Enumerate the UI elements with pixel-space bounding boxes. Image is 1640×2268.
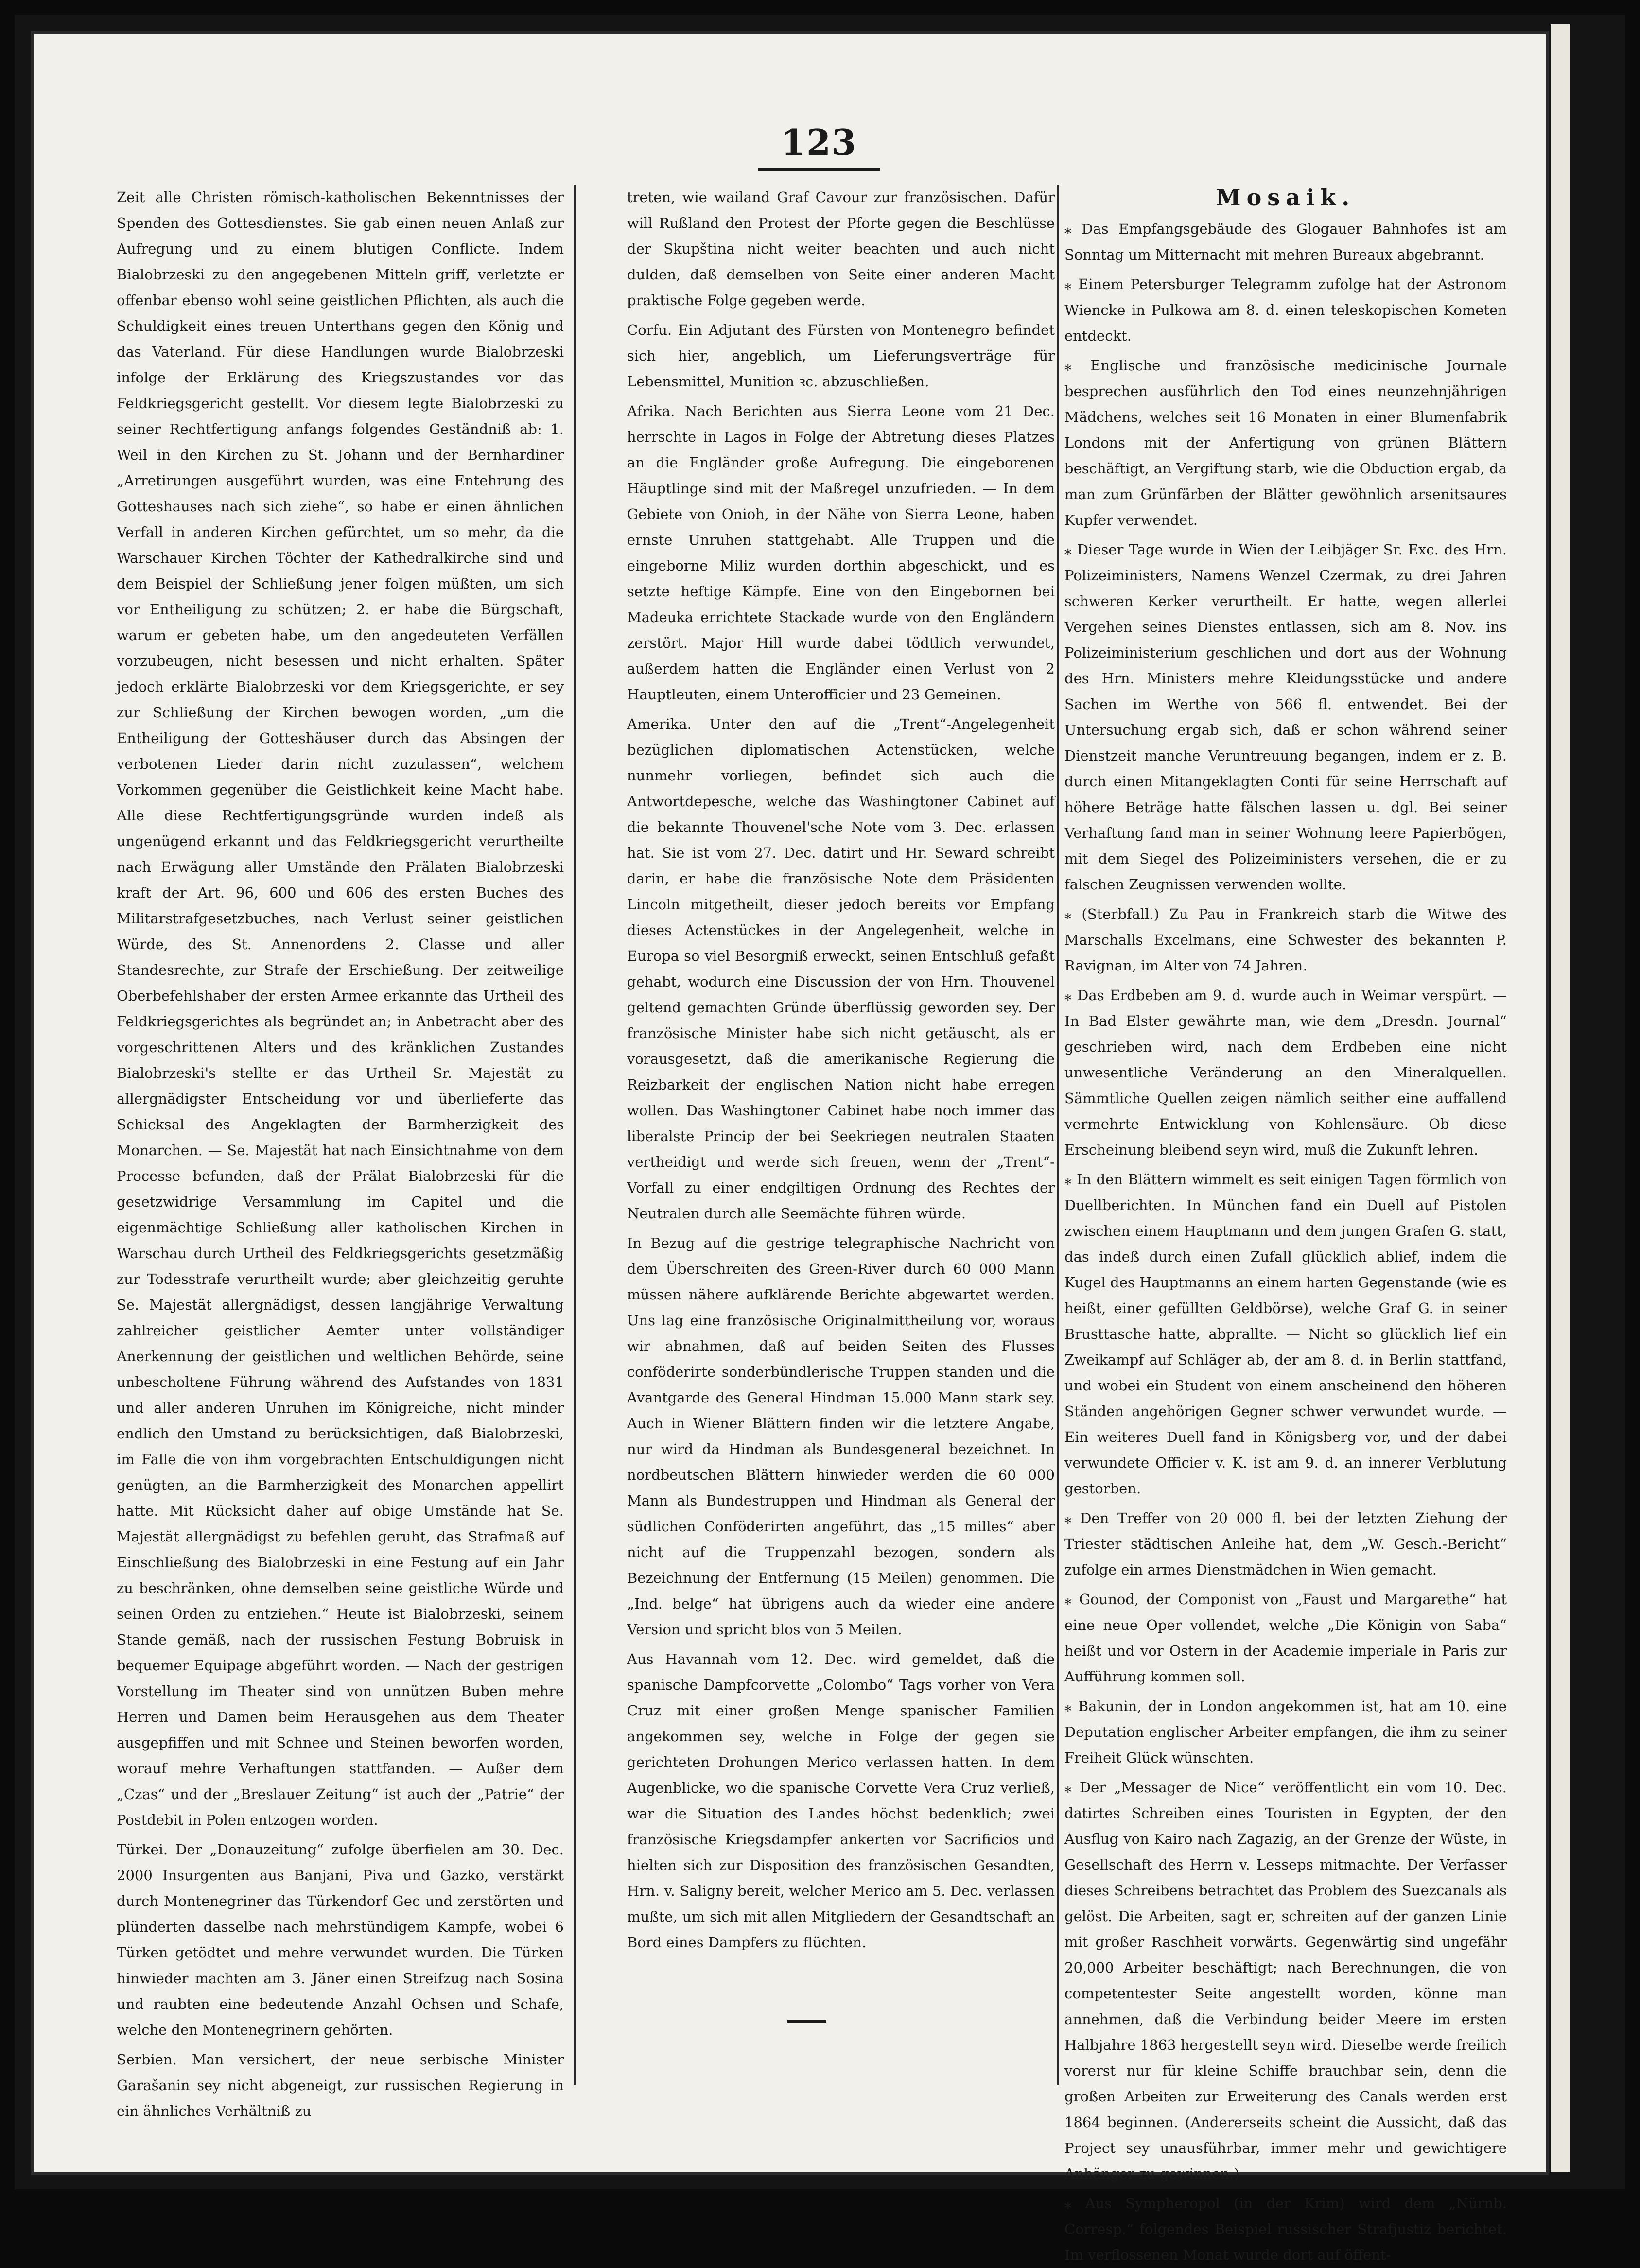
- mosaik-item: ⁎ Einem Petersburger Telegramm zufolge hat der Astronom Wiencke in Pulkowa am 8. d. einen teleskopischen Kometen entdeckt.: [1064, 276, 1507, 344]
- section-title-mosaik: Mosaik.: [1216, 184, 1356, 210]
- column-left: [117, 185, 564, 2119]
- mosaik-item: ⁎ Englische und französische medicinische Journale besprechen ausführlich den Tod eines neunzehnjährigen Mädchens, welches seit 16 Monaten in einer Blumenfabrik Londons mit der Anfertigung von grünen Blättern beschäftigt, an Vergiftung starb, wie die Obduction ergab, da man zum Grünfärben der Blätter gewöhnlich arsenitsaures Kupfer verwendet.: [1064, 357, 1507, 528]
- mosaik-item: ⁎ Aus Sympheropol (in der Krim) wird dem „Nürnb. Corresp.“ folgendes Beispiel russischer Strafjustiz berichtet. Im verflossenen Monat wurde dort auf öffent-: [1064, 2195, 1507, 2263]
- article-green-river: In Bezug auf die gestrige telegraphische Nachricht von dem Überschreiten des Green-River durch 60 000 Mann müssen nähere aufklärende Berichte abgewartet werden. Uns lag eine französische Originalmittheilung vor, woraus wir abnahmen, daß auf beiden Seiten des Flusses conföderirte sonderbündlerische Truppen standen und die Avantgarde des General Hindman 15.000 Mann stark sey. Auch in Wiener Blättern finden wir die letztere Angabe, nur wird da Hindman als Bundesgeneral bezeichnet. In nordbeutschen Blättern hinwieder werden die 60 000 Mann als Bundestruppen und Hindman als General der südlichen Conföderirten angeführt, das „15 milles“ aber nicht auf die Truppenzahl bezogen, sondern als Bezeichnung der Entfernung (15 Meilen) genommen. Die „Ind. belge“ hat übrigens auch da wieder eine andere Version und spricht blos von 5 Meilen.: [627, 1235, 1055, 1638]
- page-number-rule: [758, 168, 880, 171]
- article-tuerkei: Türkei. Der „Donauzeitung“ zufolge überfielen am 30. Dec. 2000 Insurgenten aus Banjani, Piva und Gazko, verstärkt durch Montenegriner das Türkendorf Gec und zerstörten und plünderten dasselbe nach mehrstündigem Kampfe, wobei 6 Türken getödtet und mehre verwundet wurden. Die Türken hinwieder machten am 3. Jäner einen Streifzug nach Sosina und raubten eine bedeutende Anzahl Ochsen und Schafe, welche den Montenegrinern gehörten.: [117, 1841, 564, 2038]
- article-amerika: Amerika. Unter den auf die „Trent“-Angelegenheit bezüglichen diplomatischen Actenstücken, welche nunmehr vorliegen, befindet sich auch die Antwortdepesche, welche das Washingtoner Cabinet auf die bekannte Thouvenel'sche Note vom 3. Dec. erlassen hat. Sie ist vom 27. Dec. datirt und Hr. Seward schreibt darin, er habe die französische Note dem Präsidenten Lincoln mitgetheilt, dieser jedoch bereits vor Empfang dieses Actenstückes in der Angelegenheit, welche in Europa so viel Besorgniß erweckt, seinen Entschluß gefaßt gehabt, wodurch eine Discussion der von Hrn. Thouvenel geltend gemachten Gründe überflüssig geworden sey. Der französische Minister habe sich nicht getäuscht, als er vorausgesetzt, daß die amerikanische Regierung die Reizbarkeit der englischen Nation nicht habe erregen wollen. Das Washingtoner Cabinet habe noch immer das liberalste Princip der bei Seekriegen neutralen Staaten vertheidigt und werde sich freuen, wenn der „Trent“-Vorfall zu einer endgiltigen Ordnung des Rechtes der Neutralen durch alle Seemächte führen würde.: [627, 716, 1055, 1222]
- article-havannah: Aus Havannah vom 12. Dec. wird gemeldet, daß die spanische Dampfcorvette „Colombo“ Tags vorher von Vera Cruz mit einer großen Menge spanischer Familien angekommen sey, welche in Folge der gegen sie gerichteten Drohungen Merico verlassen hatten. In dem Augenblicke, wo die spanische Corvette Vera Cruz verließ, war die Situation des Landes höchst bedenklich; zwei französische Kriegsdampfer ankerten vor Sacrificios und hielten sich zur Disposition des französischen Gesandten, Hrn. v. Saligny bereit, welcher Merico am 5. Dec. verlassen mußte, um sich mit allen Mitgliedern der Gesandtschaft an Bord eines Dampfers zu flüchten.: [627, 1651, 1055, 1951]
- mosaik-item: ⁎ Der „Messager de Nice“ veröffentlicht ein vom 10. Dec. datirtes Schreiben eines Touristen in Egypten, der den Ausflug von Kairo nach Zagazig, an der Grenze der Wüste, in Gesellschaft des Herrn v. Lesseps mitmachte. Der Verfasser dieses Schreibens betrachtet das Problem des Suezcanals als gelöst. Die Arbeiten, sagt er, schreiten auf der ganzen Linie mit großer Raschheit vorwärts. Gegenwärtig sind ungefähr 20,000 Arbeiter beschäftigt; nach Berechnungen, die von competentester Seite angestellt worden, könne man annehmen, daß die Verbindung beider Meere im ersten Halbjahre 1863 hergestellt seyn wird. Dieselbe werde freilich vorerst nur für kleine Schiffe brauchbar sein, denn die großen Arbeiten zur Erweiterung des Canals werden erst 1864 beginnen. (Andererseits scheint die Aussicht, daß das Project sey unausführbar, immer mehr und gewichtigere Anhänger zu gewinnen.): [1064, 1779, 1507, 2182]
- article-poland: Zeit alle Christen römisch-katholischen Bekenntnisses der Spenden des Gottesdienstes. Sie gab einen neuen Anlaß zur Aufregung und zu einem blutigen Conflicte. Indem Bialobrzeski zu den angegebenen Mitteln griff, verletzte er offenbar ebenso wohl seine geistlichen Pflichten, als auch die Schuldigkeit eines treuen Unterthans gegen den König und das Vaterland. Für diese Handlungen wurde Bialobrzeski infolge der Erklärung des Kriegszustandes vor das Feldkriegsgericht gestellt. Vor diesem legte Bialobrzeski zu seiner Rechtfertigung anfangs folgendes Geständniß ab: 1. Weil in den Kirchen zu St. Johann und der Bernhardiner „Arretirungen ausgeführt wurden, was eine Entehrung des Gotteshauses nach sich ziehe“, so habe er einen ähnlichen Verfall in anderen Kirchen gefürchtet, um so mehr, da die Warschauer Kirchen Töchter der Kathedralkirche sind und dem Beispiel der Schließung jener folgen müßten, um sich vor Entheiligung zu schützen; 2. er habe die Bürgschaft, warum er gebeten habe, um den angedeuteten Verfällen vorzubeugen, nicht besessen und nicht erhalten. Später jedoch erklärte Bialobrzeski vor dem Kriegsgerichte, er sey zur Schließung der Kirchen bewogen worden, „um die Entheiligung der Gotteshäuser durch das Absingen der verbotenen Lieder darin nicht zuzulassen“, welchem Vorkommen gegenüber die Geistlichkeit keine Macht habe. Alle diese Rechtfertigungsgründe wurden indeß als ungenügend erkannt und das Feldkriegsgericht verurtheilte nach Erwägung aller Umstände den Prälaten Bialobrzeski kraft der Art. 96, 600 und 606 des ersten Buches des Militarstrafgesetzbuches, nach Verlust seiner geistlichen Würde, des St. Annenordens 2. Classe und aller Standesrechte, zur Strafe der Erschießung. Der zeitweilige Oberbefehlshaber der ersten Armee erkannte das Urtheil des Feldkriegsgerichtes als begründet an; in Anbetracht aber des vorgeschrittenen Alters und des kränklichen Zustandes Bialobrzeski's stellte er das Urtheil Sr. Majestät zu allergnädigster Entscheidung vor und überlieferte das Schicksal des Angeklagten der Barmherzigkeit des Monarchen. — Se. Majestät hat nach Einsichtnahme von dem Processe befunden, daß der Prälat Bialobrzeski für die gesetzwidrige Versammlung im Capitel und die eigenmächtige Schließung aller katholischen Kirchen in Warschau durch Urtheil des Feldkriegsgerichts gesetzmäßig zur Todesstrafe verurtheilt wurde; aber gleichzeitig geruhte Se. Majestät allergnädigst, dessen langjährige Verwaltung zahlreicher geistlicher Aemter unter vollständiger Anerkennung der geistlichen und weltlichen Behörde, seine unbescholtene Führung während des Aufstandes von 1831 und aller anderen Unruhen im Königreiche, nicht minder endlich den Umstand zu berücksichtigen, daß Bialobrzeski, im Falle die von ihm vorgebrachten Entschuldigungen nicht genügten, an die Barmherzigkeit des Monarchen appellirt hatte. Mit Rücksicht daher auf obige Umstände hat Se. Majestät allergnädigst zu befehlen geruht, das Strafmaß auf Einschließung des Bialobrzeski in eine Festung auf ein Jahr zu beschränken, ohne demselben seine geistliche Würde und seinen Orden zu entziehen.“ Heute ist Bialobrzeski, seinem Stande gemäß, nach der russischen Festung Bobruisk in bequemer Equipage abgeführt worden. — Nach der gestrigen Vorstellung im Theater sind von unnützen Buben mehre Herren und Damen beim Herausgehen aus dem Theater ausgepfiffen und mit Schnee und Steinen beworfen worden, worauf mehre Verhaftungen stattfanden. — Außer dem „Czas“ und der „Breslauer Zeitung“ ist auch der „Patrie“ der Postdebit in Polen entzogen worden.: [117, 189, 564, 1828]
- column-divider-1: [574, 185, 576, 2085]
- page-number: 123: [781, 121, 857, 163]
- mosaik-item: ⁎ Das Empfangsgebäude des Glogauer Bahnhofes ist am Sonntag um Mitternacht mit mehren Bureaux abgebrannt.: [1064, 221, 1507, 263]
- end-rule: [787, 2020, 826, 2023]
- mosaik-item: ⁎ (Sterbfall.) Zu Pau in Frankreich starb die Witwe des Marschalls Excelmans, eine Schwester des bekannten P. Ravignan, im Alter von 74 Jahren.: [1064, 906, 1507, 974]
- article-serbien-cont: treten, wie wailand Graf Cavour zur französischen. Dafür will Rußland den Protest der Pforte gegen die Beschlüsse der Skupština nicht weiter beachten und auch nicht dulden, daß demselben von Seite einer anderen Macht praktische Folge gegeben werde.: [627, 189, 1055, 309]
- column-middle: [627, 185, 1055, 1997]
- mosaik-item: ⁎ Den Treffer von 20 000 fl. bei der letzten Ziehung der Triester städtischen Anleihe hat, dem „W. Gesch.-Bericht“ zufolge ein armes Dienstmädchen in Wien gemacht.: [1064, 1510, 1507, 1578]
- mosaik-item: ⁎ Gounod, der Componist von „Faust und Margarethe“ hat eine neue Oper vollendet, welche „Die Königin von Saba“ heißt und vor Ostern in der Academie imperiale in Paris zur Aufführung kommen soll.: [1064, 1591, 1507, 1685]
- mosaik-item: ⁎ Das Erdbeben am 9. d. wurde auch in Weimar verspürt. — In Bad Elster gewährte man, wie dem „Dresdn. Journal“ geschrieben wird, nach dem Erdbeben eine nicht unwesentliche Veränderung an den Mineralquellen. Sämmtliche Quellen zeigen nämlich seither eine auffallend vermehrte Entwicklung von Kohlensäure. Ob diese Erscheinung bleibend seyn wird, muß die Zukunft lehren.: [1064, 987, 1507, 1158]
- article-corfu: Corfu. Ein Adjutant des Fürsten von Montenegro befindet sich hier, angeblich, um Lieferungsverträge für Lebensmittel, Munition ꝛc. abzuschließen.: [627, 322, 1055, 390]
- article-serbien: Serbien. Man versichert, der neue serbische Minister Garašanin sey nicht abgeneigt, zur russischen Regierung in ein ähnliches Verhältniß zu: [117, 2051, 564, 2119]
- article-afrika: Afrika. Nach Berichten aus Sierra Leone vom 21 Dec. herrschte in Lagos in Folge der Abtretung dieses Platzes an die Engländer große Aufregung. Die eingeborenen Häuptlinge sind mit der Maßregel unzufrieden. — In dem Gebiete von Onioh, in der Nähe von Sierra Leone, haben ernste Unruhen stattgehabt. Alle Truppen und die eingeborne Miliz wurden dorthin abgeschickt, und es setzte heftige Kämpfe. Eine von den Eingebornen bei Madeuka errichtete Stackade wurde von den Engländern zerstört. Major Hill wurde dabei tödtlich verwundet, außerdem hatten die Engländer einen Verlust von 2 Hauptleuten, einem Unterofficier und 23 Gemeinen.: [627, 403, 1055, 703]
- column-right: [1064, 184, 1507, 2263]
- mosaik-item: ⁎ Bakunin, der in London angekommen ist, hat am 10. eine Deputation englischer Arbeiter empfangen, die ihm zu seiner Freiheit Glück wünschten.: [1064, 1698, 1507, 1766]
- mosaik-item: ⁎ Dieser Tage wurde in Wien der Leibjäger Sr. Exc. des Hrn. Polizeiministers, Namens Wenzel Czermak, zu drei Jahren schweren Kerker verurtheilt. Er hatte, wegen allerlei Vergehen seines Dienstes entlassen, sich am 8. Nov. ins Polizeiministerium geschlichen und dort aus der Wohnung des Hrn. Ministers mehre Kleidungsstücke und andere Sachen im Werthe von 566 fl. entwendet. Bei der Untersuchung ergab sich, daß er schon während seiner Dienstzeit manche Veruntreuung begangen, indem er z. B. durch einen Mitangeklagten Conti für seine Herrschaft auf höhere Beträge hatte fälschen lassen u. dgl. Bei seiner Verhaftung fand man in seiner Wohnung leere Papierbögen, mit dem Siegel des Polizeiministers versehen, die er zu falschen Zeugnissen verwenden wollte.: [1064, 541, 1507, 893]
- column-divider-2: [1057, 185, 1059, 2085]
- mosaik-item: ⁎ In den Blättern wimmelt es seit einigen Tagen förmlich von Duellberichten. In München fand ein Duell auf Pistolen zwischen einem Hauptmann und dem jungen Grafen G. statt, das indeß durch einen Zufall glücklich ablief, indem die Kugel des Hauptmanns an einem harten Gegenstande (wie es heißt, einer gefüllten Geldbörse), welche Graf G. in seiner Brusttasche hatte, abprallte. — Nicht so glücklich lief ein Zweikampf auf Schläger ab, der am 8. d. in Berlin stattfand, und wobei ein Student von einem anscheinend den höheren Ständen angehörigen Gegner schwer verwundet wurde. — Ein weiteres Duell fand in Königsberg vor, und der dabei verwundete Officier v. K. ist am 9. d. an innerer Verblutung gestorben.: [1064, 1171, 1507, 1497]
- page-edge: [1551, 24, 1570, 2172]
